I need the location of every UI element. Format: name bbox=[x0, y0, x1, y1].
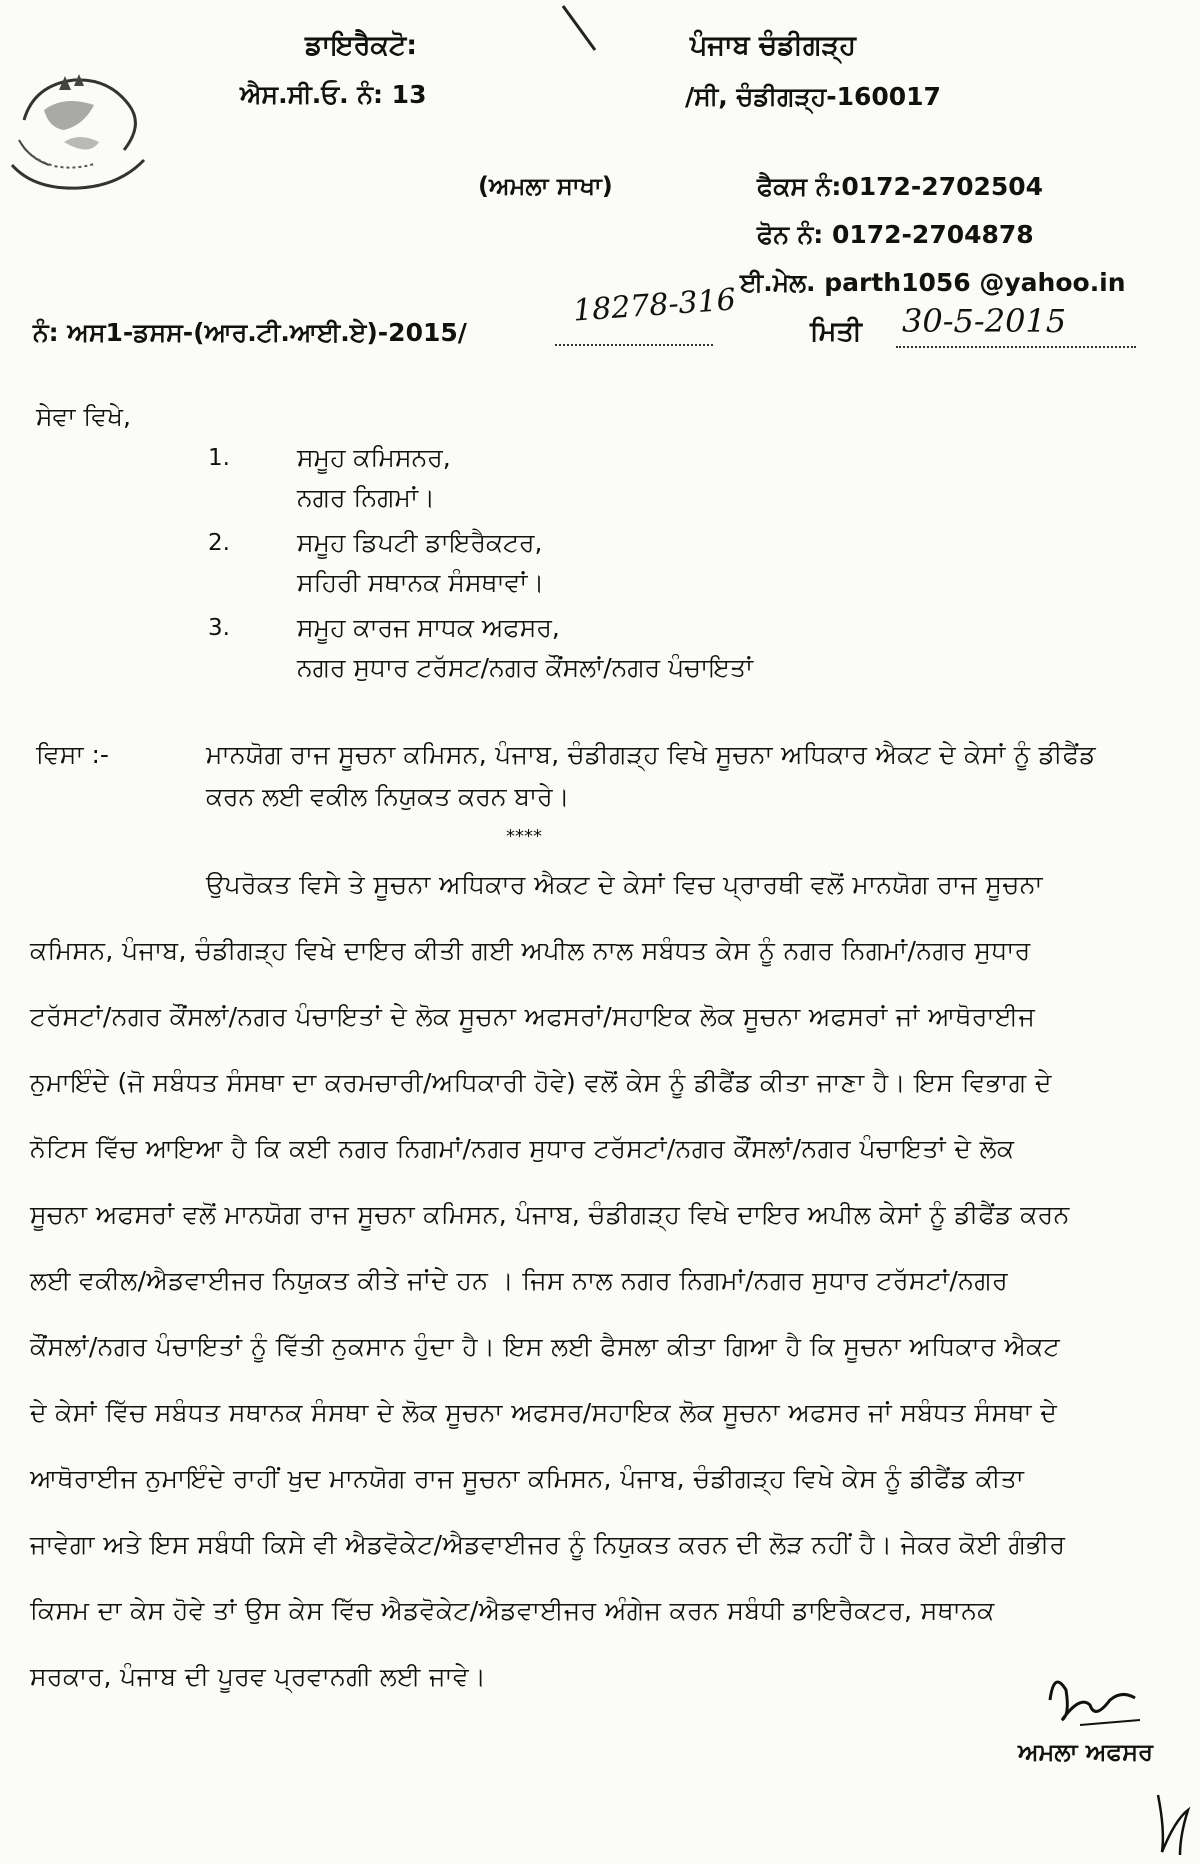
branch-name: (ਅਮਲਾ ਸਾਖਾ) bbox=[478, 172, 613, 200]
subject-label: ਵਿਸਾ :- bbox=[36, 740, 109, 769]
letterhead-line2-right: /ਸੀ, ਚੰਡੀਗੜ੍ਹ-160017 bbox=[685, 82, 941, 111]
body-line-11: ਜਾਵੇਗਾ ਅਤੇ ਇਸ ਸਬੰਧੀ ਕਿਸੇ ਵੀ ਐਡਵੋਕੇਟ/ਐਡਵਾਈਜਰ ਨੂੰ ਨਿਯੁਕਤ ਕਰਨ ਦੀ ਲੋੜ ਨਹੀਂ ਹੈ। ਜੇਕਰ ਕੋਈ ਗੰਭੀਰ bbox=[30, 1530, 1066, 1559]
date-label: ਮਿਤੀ bbox=[810, 316, 862, 347]
letterhead-line1-right: ਪੰਜਾਬ ਚੰਡੀਗੜ੍ਹ bbox=[690, 30, 856, 61]
addressee-3-line1: ਸਮੂਹ ਕਾਰਜ ਸਾਧਕ ਅਫਸਰ, bbox=[297, 613, 560, 642]
date-dotted-line bbox=[896, 345, 1136, 348]
letterhead-line2-left: ਐਸ.ਸੀ.ਓ. ਨੰ: 13 bbox=[240, 80, 427, 109]
body-line-8: ਕੌਂਸਲਾਂ/ਨਗਰ ਪੰਚਾਇਤਾਂ ਨੂੰ ਵਿੱਤੀ ਨੁਕਸਾਨ ਹੁੰਦਾ ਹੈ। ਇਸ ਲਈ ਫੈਸਲਾ ਕੀਤਾ ਗਿਆ ਹੈ ਕਿ ਸੂਚਨਾ ਅਧਿਕਾਰ ਐਕਟ bbox=[30, 1332, 1061, 1361]
addressee-3-number: 3. bbox=[208, 615, 230, 641]
subject-line1: ਮਾਨਯੋਗ ਰਾਜ ਸੂਚਨਾ ਕਮਿਸਨ, ਪੰਜਾਬ, ਚੰਡੀਗੜ੍ਹ ਵਿਖੇ ਸੂਚਨਾ ਅਧਿਕਾਰ ਐਕਟ ਦੇ ਕੇਸਾਂ ਨੂੰ ਡੀਫੈਂਡ bbox=[206, 740, 1096, 769]
body-line-13: ਸਰਕਾਰ, ਪੰਜਾਬ ਦੀ ਪੂਰਵ ਪ੍ਰਵਾਨਗੀ ਲਈ ਜਾਵੇ। bbox=[30, 1662, 487, 1691]
subject-separator: **** bbox=[506, 826, 542, 847]
addressee-2-line2: ਸਹਿਰੀ ਸਥਾਨਕ ਸੰਸਥਾਵਾਂ। bbox=[297, 568, 545, 597]
letterhead-line1-left: ਡਾਇਰੈਕਟੋ: bbox=[305, 30, 417, 61]
initials-scribble bbox=[1150, 1790, 1195, 1860]
body-line-5: ਨੋਟਿਸ ਵਿੱਚ ਆਇਆ ਹੈ ਕਿ ਕਈ ਨਗਰ ਨਿਗਮਾਂ/ਨਗਰ ਸੁਧਾਰ ਟਰੱਸਟਾਂ/ਨਗਰ ਕੌਂਸਲਾਂ/ਨਗਰ ਪੰਚਾਇਤਾਂ ਦੇ ਲੋਕ bbox=[30, 1134, 1015, 1163]
subject-line2: ਕਰਨ ਲਈ ਵਕੀਲ ਨਿਯੁਕਤ ਕਰਨ ਬਾਰੇ। bbox=[206, 782, 570, 811]
date-handwritten: 30-5-2015 bbox=[902, 302, 1067, 340]
body-line-2: ਕਮਿਸਨ, ਪੰਜਾਬ, ਚੰਡੀਗੜ੍ਹ ਵਿਖੇ ਦਾਇਰ ਕੀਤੀ ਗਈ ਅਪੀਲ ਨਾਲ ਸਬੰਧਤ ਕੇਸ ਨੂੰ ਨਗਰ ਨਿਗਮਾਂ/ਨਗਰ ਸੁਧਾਰ bbox=[30, 936, 1031, 965]
body-line-1: ਉਪਰੋਕਤ ਵਿਸੇ ਤੇ ਸੂਚਨਾ ਅਧਿਕਾਰ ਐਕਟ ਦੇ ਕੇਸਾਂ ਵਿਚ ਪ੍ਰਾਰਥੀ ਵਲੋਂ ਮਾਨਯੋਗ ਰਾਜ ਸੂਚਨਾ bbox=[206, 870, 1043, 899]
body-line-4: ਨੁਮਾਇੰਦੇ (ਜੋ ਸਬੰਧਤ ਸੰਸਥਾ ਦਾ ਕਰਮਚਾਰੀ/ਅਧਿਕਾਰੀ ਹੋਵੇ) ਵਲੋਂ ਕੇਸ ਨੂੰ ਡੀਫੈਂਡ ਕੀਤਾ ਜਾਣਾ ਹੈ। ਇਸ ਵਿਭਾਗ ਦੇ bbox=[30, 1068, 1052, 1097]
phone-number: ਫੋਨ ਨੰ: 0172-2704878 bbox=[757, 220, 1034, 249]
body-line-9: ਦੇ ਕੇਸਾਂ ਵਿੱਚ ਸਬੰਧਤ ਸਥਾਨਕ ਸੰਸਥਾ ਦੇ ਲੋਕ ਸੂਚਨਾ ਅਫਸਰ/ਸਹਾਇਕ ਲੋਕ ਸੂਚਨਾ ਅਫਸਰ ਜਾਂ ਸਬੰਧਤ ਸੰਸਥਾ ਦੇ bbox=[30, 1398, 1058, 1427]
addressee-1-line1: ਸਮੂਹ ਕਮਿਸਨਰ, bbox=[297, 443, 451, 472]
addressee-3-line2: ਨਗਰ ਸੁਧਾਰ ਟਰੱਸਟ/ਨਗਰ ਕੌਂਸਲਾਂ/ਨਗਰ ਪੰਚਾਇਤਾਂ bbox=[297, 653, 754, 682]
fax-number: ਫੈਕਸ ਨੰ:0172-2702504 bbox=[757, 172, 1044, 201]
reference-number-handwritten: 18278-316 bbox=[571, 282, 737, 329]
addressee-2-line1: ਸਮੂਹ ਡਿਪਟੀ ਡਾਇਰੈਕਟਰ, bbox=[297, 528, 543, 557]
body-line-6: ਸੂਚਨਾ ਅਫਸਰਾਂ ਵਲੋਂ ਮਾਨਯੋਗ ਰਾਜ ਸੂਚਨਾ ਕਮਿਸਨ, ਪੰਜਾਬ, ਚੰਡੀਗੜ੍ਹ ਵਿਖੇ ਦਾਇਰ ਅਪੀਲ ਕੇਸਾਂ ਨੂੰ ਡੀਫੈਂਡ ਕਰਨ bbox=[30, 1200, 1070, 1229]
salutation: ਸੇਵਾ ਵਿਖੇ, bbox=[36, 402, 131, 431]
signature-scribble bbox=[1040, 1660, 1150, 1740]
signatory-designation: ਅਮਲਾ ਅਫਸਰ bbox=[1018, 1738, 1154, 1766]
pen-slash-mark bbox=[555, 0, 615, 60]
addressee-2-number: 2. bbox=[208, 530, 230, 556]
body-line-7: ਲਈ ਵਕੀਲ/ਐਡਵਾਈਜਰ ਨਿਯੁਕਤ ਕੀਤੇ ਜਾਂਦੇ ਹਨ । ਜਿਸ ਨਾਲ ਨਗਰ ਨਿਗਮਾਂ/ਨਗਰ ਸੁਧਾਰ ਟਰੱਸਟਾਂ/ਨਗਰ bbox=[30, 1266, 1008, 1295]
body-line-3: ਟਰੱਸਟਾਂ/ਨਗਰ ਕੌਂਸਲਾਂ/ਨਗਰ ਪੰਚਾਇਤਾਂ ਦੇ ਲੋਕ ਸੂਚਨਾ ਅਫਸਰਾਂ/ਸਹਾਇਕ ਲੋਕ ਸੂਚਨਾ ਅਫਸਰਾਂ ਜਾਂ ਆਥੋਰਾਈਜ bbox=[30, 1002, 1036, 1031]
email-address: ਈ.ਮੇਲ. parth1056 @yahoo.in bbox=[740, 268, 1126, 297]
body-line-12: ਕਿਸਮ ਦਾ ਕੇਸ ਹੋਵੇ ਤਾਂ ਉਸ ਕੇਸ ਵਿੱਚ ਐਡਵੋਕੇਟ/ਐਡਵਾਈਜਰ ਅੰਗੇਜ ਕਰਨ ਸਬੰਧੀ ਡਾਇਰੈਕਟਰ, ਸਥਾਨਕ bbox=[30, 1596, 995, 1625]
emblem-seal bbox=[4, 70, 154, 190]
body-line-10: ਆਥੋਰਾਈਜ ਨੁਮਾਇੰਦੇ ਰਾਹੀਂ ਖੁਦ ਮਾਨਯੋਗ ਰਾਜ ਸੂਚਨਾ ਕਮਿਸਨ, ਪੰਜਾਬ, ਚੰਡੀਗੜ੍ਹ ਵਿਖੇ ਕੇਸ ਨੂੰ ਡੀਫੈਂਡ ਕੀਤਾ bbox=[30, 1464, 1025, 1493]
addressee-1-number: 1. bbox=[208, 445, 230, 471]
reference-number-dotted-line bbox=[555, 343, 713, 346]
reference-number-label: ਨੰ: ਅਸ1-ਡਸਸ-(ਆਰ.ਟੀ.ਆਈ.ਏ)-2015/ bbox=[33, 318, 467, 347]
addressee-1-line2: ਨਗਰ ਨਿਗਮਾਂ। bbox=[297, 483, 435, 512]
